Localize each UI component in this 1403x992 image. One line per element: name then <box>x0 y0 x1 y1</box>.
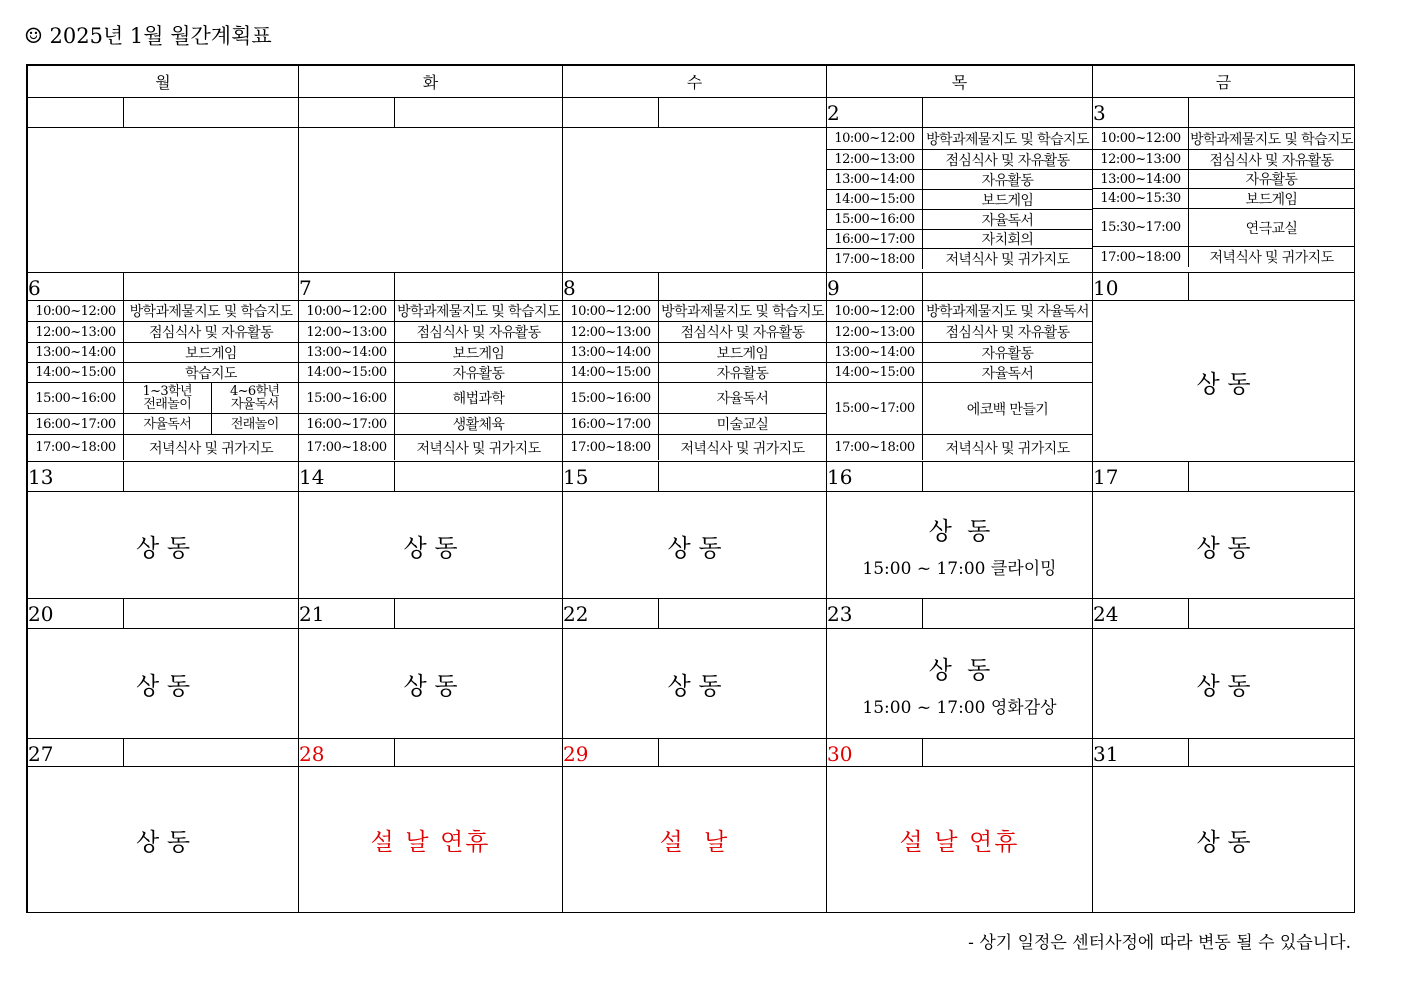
day-header <box>563 739 826 767</box>
schedule-activity: 자유활동 <box>1245 172 1298 188</box>
weekday-header-thu: 목 <box>827 66 1093 98</box>
day-content <box>1093 629 1354 738</box>
schedule-row <box>563 343 826 363</box>
day-header <box>28 739 298 767</box>
schedule-time: 15:30~17:00 <box>1093 209 1189 246</box>
day-content <box>1093 492 1354 598</box>
schedule-activity: 자유활동 <box>981 345 1034 362</box>
schedule-activity: 자율독서 <box>716 391 769 407</box>
schedule-row <box>28 343 298 363</box>
schedule-time: 13:00~14:00 <box>827 170 923 189</box>
day-number: 6 <box>28 273 124 300</box>
day-number: 27 <box>28 739 124 766</box>
same-as-above-label: 상 동 <box>136 672 190 700</box>
weekday-header-tue: 화 <box>299 66 563 98</box>
schedule-row <box>563 363 826 383</box>
schedule-activity: 보드게임 <box>1245 191 1298 208</box>
schedule-table <box>827 301 1092 461</box>
schedule-time: 10:00~12:00 <box>827 301 923 321</box>
same-as-above-label: 상 동 <box>403 672 458 700</box>
day-cell-29 <box>563 739 827 913</box>
day-header <box>299 599 562 629</box>
schedule-time: 10:00~12:00 <box>299 301 395 321</box>
schedule-time: 17:00~18:00 <box>827 435 923 460</box>
schedule-row <box>28 322 298 343</box>
schedule-time: 16:00~17:00 <box>28 414 124 434</box>
schedule-row <box>1093 209 1354 247</box>
day-cell-31 <box>1093 739 1355 913</box>
day-cell-21 <box>299 599 563 739</box>
day-number: 24 <box>1093 599 1189 628</box>
schedule-time: 13:00~14:00 <box>1093 170 1189 188</box>
schedule-row <box>827 383 1092 435</box>
schedule-activity: 저녁식사 및 귀가지도 <box>945 440 1070 457</box>
schedule-activity: 점심식사 및 자유활동 <box>1209 152 1334 169</box>
schedule-row <box>827 128 1092 150</box>
schedule-row <box>299 301 562 322</box>
schedule-activity: 에코백 만들기 <box>966 401 1049 418</box>
day-content <box>28 492 298 598</box>
day-header <box>28 273 298 301</box>
schedule-time: 12:00~13:00 <box>827 322 923 342</box>
schedule-row <box>28 414 298 435</box>
schedule-row <box>28 363 298 383</box>
schedule-activity: 방학과제물지도 및 학습지도 <box>926 131 1089 148</box>
day-cell-7 <box>299 273 563 462</box>
schedule-activity: 자유활동 <box>452 365 505 382</box>
schedule-time: 13:00~14:00 <box>28 343 124 362</box>
schedule-table <box>563 301 826 461</box>
schedule-row <box>28 435 298 460</box>
schedule-row <box>563 301 826 322</box>
schedule-time: 12:00~13:00 <box>563 322 659 342</box>
schedule-time: 15:00~17:00 <box>827 383 923 434</box>
holiday-label: 설 날 연휴 <box>370 828 491 856</box>
schedule-table <box>28 301 298 461</box>
schedule-table <box>1093 128 1354 272</box>
monthly-calendar <box>26 64 1355 913</box>
day-header <box>28 98 298 128</box>
day-cell-15 <box>563 462 827 599</box>
day-content <box>563 767 826 912</box>
day-header <box>1093 273 1354 301</box>
schedule-row <box>827 150 1092 170</box>
day-number-empty <box>28 98 124 127</box>
day-cell-23 <box>827 599 1093 739</box>
schedule-activity: 저녁식사 및 귀가지도 <box>148 440 274 457</box>
schedule-row <box>563 322 826 343</box>
schedule-activity: 저녁식사 및 귀가지도 <box>1209 250 1334 266</box>
day-header <box>827 599 1092 629</box>
schedule-activity-split <box>124 383 298 413</box>
schedule-row <box>827 435 1092 460</box>
schedule-time: 14:00~15:30 <box>1093 189 1189 208</box>
schedule-row <box>827 343 1092 363</box>
schedule-activity: 방학과제물지도 및 학습지도 <box>129 304 293 320</box>
schedule-activity-group: 4~6학년 자율독서 <box>229 384 280 412</box>
day-header <box>563 273 826 301</box>
schedule-row <box>1093 189 1354 209</box>
holiday-label: 설 날 연휴 <box>899 828 1020 856</box>
same-as-above-label: 상 동 <box>667 672 722 700</box>
schedule-activity: 점심식사 및 자유활동 <box>680 325 805 341</box>
schedule-row <box>827 249 1092 269</box>
same-as-above-label: 상 동 <box>136 828 190 856</box>
day-header <box>827 98 1092 128</box>
schedule-activity: 자유활동 <box>716 365 769 382</box>
day-header <box>299 462 562 492</box>
day-number: 3 <box>1093 98 1189 127</box>
schedule-time: 14:00~15:00 <box>827 363 923 382</box>
schedule-time: 17:00~18:00 <box>827 249 923 269</box>
day-cell-16 <box>827 462 1093 599</box>
day-header <box>299 739 562 767</box>
day-cell-22 <box>563 599 827 739</box>
day-header <box>28 599 298 629</box>
day-content <box>827 492 1092 598</box>
schedule-activity: 점심식사 및 자유활동 <box>148 325 274 341</box>
schedule-row <box>827 230 1092 249</box>
schedule-activity: 점심식사 및 자유활동 <box>416 325 541 341</box>
day-number: 29 <box>563 739 659 766</box>
same-as-above-label: 상 동 <box>928 517 991 545</box>
day-number: 23 <box>827 599 923 628</box>
schedule-row <box>827 210 1092 230</box>
schedule-time: 14:00~15:00 <box>28 363 124 382</box>
schedule-time: 17:00~18:00 <box>1093 247 1189 267</box>
day-number: 22 <box>563 599 659 628</box>
day-header <box>28 462 298 492</box>
day-header <box>1093 462 1354 492</box>
day-number: 17 <box>1093 462 1189 491</box>
schedule-time: 15:00~16:00 <box>28 383 124 413</box>
schedule-activity: 저녁식사 및 귀가지도 <box>416 440 541 457</box>
schedule-activity: 자율독서 <box>981 212 1034 229</box>
schedule-activity: 생활체육 <box>452 417 505 433</box>
schedule-time: 14:00~15:00 <box>827 190 923 209</box>
weekday-header-wed: 수 <box>563 66 827 98</box>
schedule-row <box>299 363 562 383</box>
schedule-activity: 보드게임 <box>452 345 505 362</box>
schedule-row <box>827 170 1092 190</box>
schedule-time: 17:00~18:00 <box>28 435 124 460</box>
same-as-above-label: 상 동 <box>1196 828 1251 856</box>
schedule-time: 16:00~17:00 <box>827 230 923 248</box>
day-header <box>299 273 562 301</box>
same-as-above-label: 상 동 <box>136 533 190 562</box>
schedule-row <box>827 363 1092 383</box>
page-title: ☺ 2025년 1월 월간계획표 <box>24 24 272 48</box>
schedule-time: 15:00~16:00 <box>827 210 923 229</box>
schedule-activity: 연극교실 <box>1245 220 1298 237</box>
schedule-table <box>299 301 562 461</box>
same-as-above-label: 상 동 <box>403 533 458 562</box>
day-number: 20 <box>28 599 124 628</box>
schedule-activity-group: 전래놀이 <box>230 416 279 432</box>
schedule-time: 12:00~13:00 <box>28 322 124 342</box>
schedule-time: 12:00~13:00 <box>299 322 395 342</box>
day-header <box>1093 98 1354 128</box>
schedule-activity: 보드게임 <box>981 192 1034 209</box>
footer-note: - 상기 일정은 센터사정에 따라 변동 될 수 있습니다. <box>968 933 1351 953</box>
schedule-activity-group: 자율독서 <box>124 414 212 434</box>
day-content <box>827 629 1092 738</box>
day-header <box>1093 739 1354 767</box>
day-header <box>299 98 562 128</box>
day-number: 28 <box>299 739 395 766</box>
schedule-time: 13:00~14:00 <box>563 343 659 362</box>
day-cell-empty <box>28 98 299 273</box>
day-cell-20 <box>28 599 299 739</box>
day-header <box>827 462 1092 492</box>
day-cell-empty <box>299 98 563 273</box>
day-number: 2 <box>827 98 923 127</box>
day-content <box>299 767 562 912</box>
day-cell-28 <box>299 739 563 913</box>
day-number: 21 <box>299 599 395 628</box>
day-number: 9 <box>827 273 923 300</box>
schedule-row <box>299 414 562 435</box>
same-as-above-label: 상 동 <box>1196 672 1251 700</box>
special-activity: 15:00 ~ 17:00 영화감상 <box>862 697 1057 718</box>
schedule-activity: 자유활동 <box>981 172 1034 189</box>
day-number: 31 <box>1093 739 1189 766</box>
day-header <box>827 273 1092 301</box>
day-content <box>563 492 826 598</box>
same-as-above-label: 상 동 <box>928 655 991 684</box>
day-content <box>1093 767 1354 912</box>
day-header <box>563 462 826 492</box>
schedule-time: 16:00~17:00 <box>299 414 395 434</box>
day-cell-24 <box>1093 599 1355 739</box>
day-cell-empty <box>563 98 827 273</box>
schedule-time: 13:00~14:00 <box>299 343 395 362</box>
day-number-empty <box>563 98 659 127</box>
schedule-time: 12:00~13:00 <box>1093 150 1189 169</box>
schedule-activity: 미술교실 <box>716 417 769 433</box>
schedule-time: 13:00~14:00 <box>827 343 923 362</box>
special-activity: 15:00 ~ 17:00 클라이밍 <box>862 559 1057 579</box>
schedule-time: 10:00~12:00 <box>28 301 124 321</box>
schedule-table <box>827 128 1092 272</box>
schedule-time: 17:00~18:00 <box>299 435 395 460</box>
day-cell-30 <box>827 739 1093 913</box>
schedule-row <box>299 435 562 460</box>
schedule-time: 14:00~15:00 <box>563 363 659 382</box>
schedule-time: 15:00~16:00 <box>563 383 659 413</box>
schedule-row <box>563 435 826 460</box>
day-number-empty <box>299 98 395 127</box>
schedule-activity-group: 1~3학년 전래놀이 <box>124 383 212 413</box>
schedule-activity: 해법과학 <box>452 391 505 407</box>
day-header <box>563 98 826 128</box>
day-cell-6 <box>28 273 299 462</box>
same-as-above-label: 상 동 <box>1196 533 1251 562</box>
day-number: 16 <box>827 462 923 491</box>
schedule-row <box>1093 128 1354 150</box>
schedule-time: 14:00~15:00 <box>299 363 395 382</box>
same-as-above-label: 상 동 <box>1196 369 1251 398</box>
schedule-time: 15:00~16:00 <box>299 383 395 413</box>
schedule-time: 12:00~13:00 <box>827 150 923 169</box>
schedule-row <box>1093 170 1354 189</box>
day-number: 13 <box>28 462 124 491</box>
day-cell-10 <box>1093 273 1355 462</box>
schedule-time: 10:00~12:00 <box>1093 128 1189 149</box>
schedule-row <box>827 301 1092 322</box>
day-content <box>299 492 562 598</box>
day-header <box>563 599 826 629</box>
schedule-activity: 점심식사 및 자유활동 <box>945 152 1070 169</box>
day-header <box>827 739 1092 767</box>
day-number: 8 <box>563 273 659 300</box>
schedule-activity: 방학과제물지도 및 자율독서 <box>926 304 1089 320</box>
day-cell-17 <box>1093 462 1355 599</box>
schedule-row <box>299 343 562 363</box>
schedule-row <box>299 383 562 414</box>
schedule-activity-split <box>124 414 298 434</box>
schedule-activity: 보드게임 <box>716 345 769 362</box>
schedule-activity: 저녁식사 및 귀가지도 <box>680 440 805 457</box>
schedule-time: 17:00~18:00 <box>563 435 659 460</box>
day-number: 10 <box>1093 273 1189 300</box>
day-number: 30 <box>827 739 923 766</box>
day-content <box>563 629 826 738</box>
day-content <box>1093 301 1354 461</box>
schedule-activity: 저녁식사 및 귀가지도 <box>945 252 1070 268</box>
schedule-activity: 방학과제물지도 및 학습지도 <box>1190 131 1353 148</box>
day-content <box>827 767 1092 912</box>
schedule-row <box>563 414 826 435</box>
schedule-row <box>1093 150 1354 170</box>
schedule-activity: 방학과제물지도 및 학습지도 <box>661 304 824 320</box>
day-number: 7 <box>299 273 395 300</box>
day-cell-2 <box>827 98 1093 273</box>
day-cell-14 <box>299 462 563 599</box>
holiday-label: 설 날 <box>659 828 730 856</box>
schedule-row <box>299 322 562 343</box>
weekday-header-fri: 금 <box>1093 66 1355 98</box>
schedule-activity: 자치회의 <box>981 232 1034 248</box>
day-number: 15 <box>563 462 659 491</box>
schedule-time: 16:00~17:00 <box>563 414 659 434</box>
day-content <box>28 767 298 912</box>
day-number: 14 <box>299 462 395 491</box>
schedule-activity: 보드게임 <box>185 345 237 362</box>
schedule-row <box>28 301 298 322</box>
schedule-row <box>827 322 1092 343</box>
schedule-activity: 점심식사 및 자유활동 <box>945 325 1070 341</box>
day-cell-27 <box>28 739 299 913</box>
schedule-row <box>827 190 1092 210</box>
weekday-header-mon: 월 <box>28 66 299 98</box>
day-cell-3 <box>1093 98 1355 273</box>
schedule-activity: 방학과제물지도 및 학습지도 <box>397 304 560 320</box>
day-cell-9 <box>827 273 1093 462</box>
day-content <box>28 629 298 738</box>
schedule-activity: 자율독서 <box>981 365 1034 382</box>
schedule-time: 10:00~12:00 <box>563 301 659 321</box>
day-header <box>1093 599 1354 629</box>
schedule-row <box>563 383 826 414</box>
day-content <box>299 629 562 738</box>
schedule-row <box>1093 247 1354 267</box>
schedule-time: 10:00~12:00 <box>827 128 923 149</box>
day-cell-13 <box>28 462 299 599</box>
day-cell-8 <box>563 273 827 462</box>
schedule-activity: 학습지도 <box>185 365 237 382</box>
same-as-above-label: 상 동 <box>667 533 722 562</box>
schedule-row <box>28 383 298 414</box>
